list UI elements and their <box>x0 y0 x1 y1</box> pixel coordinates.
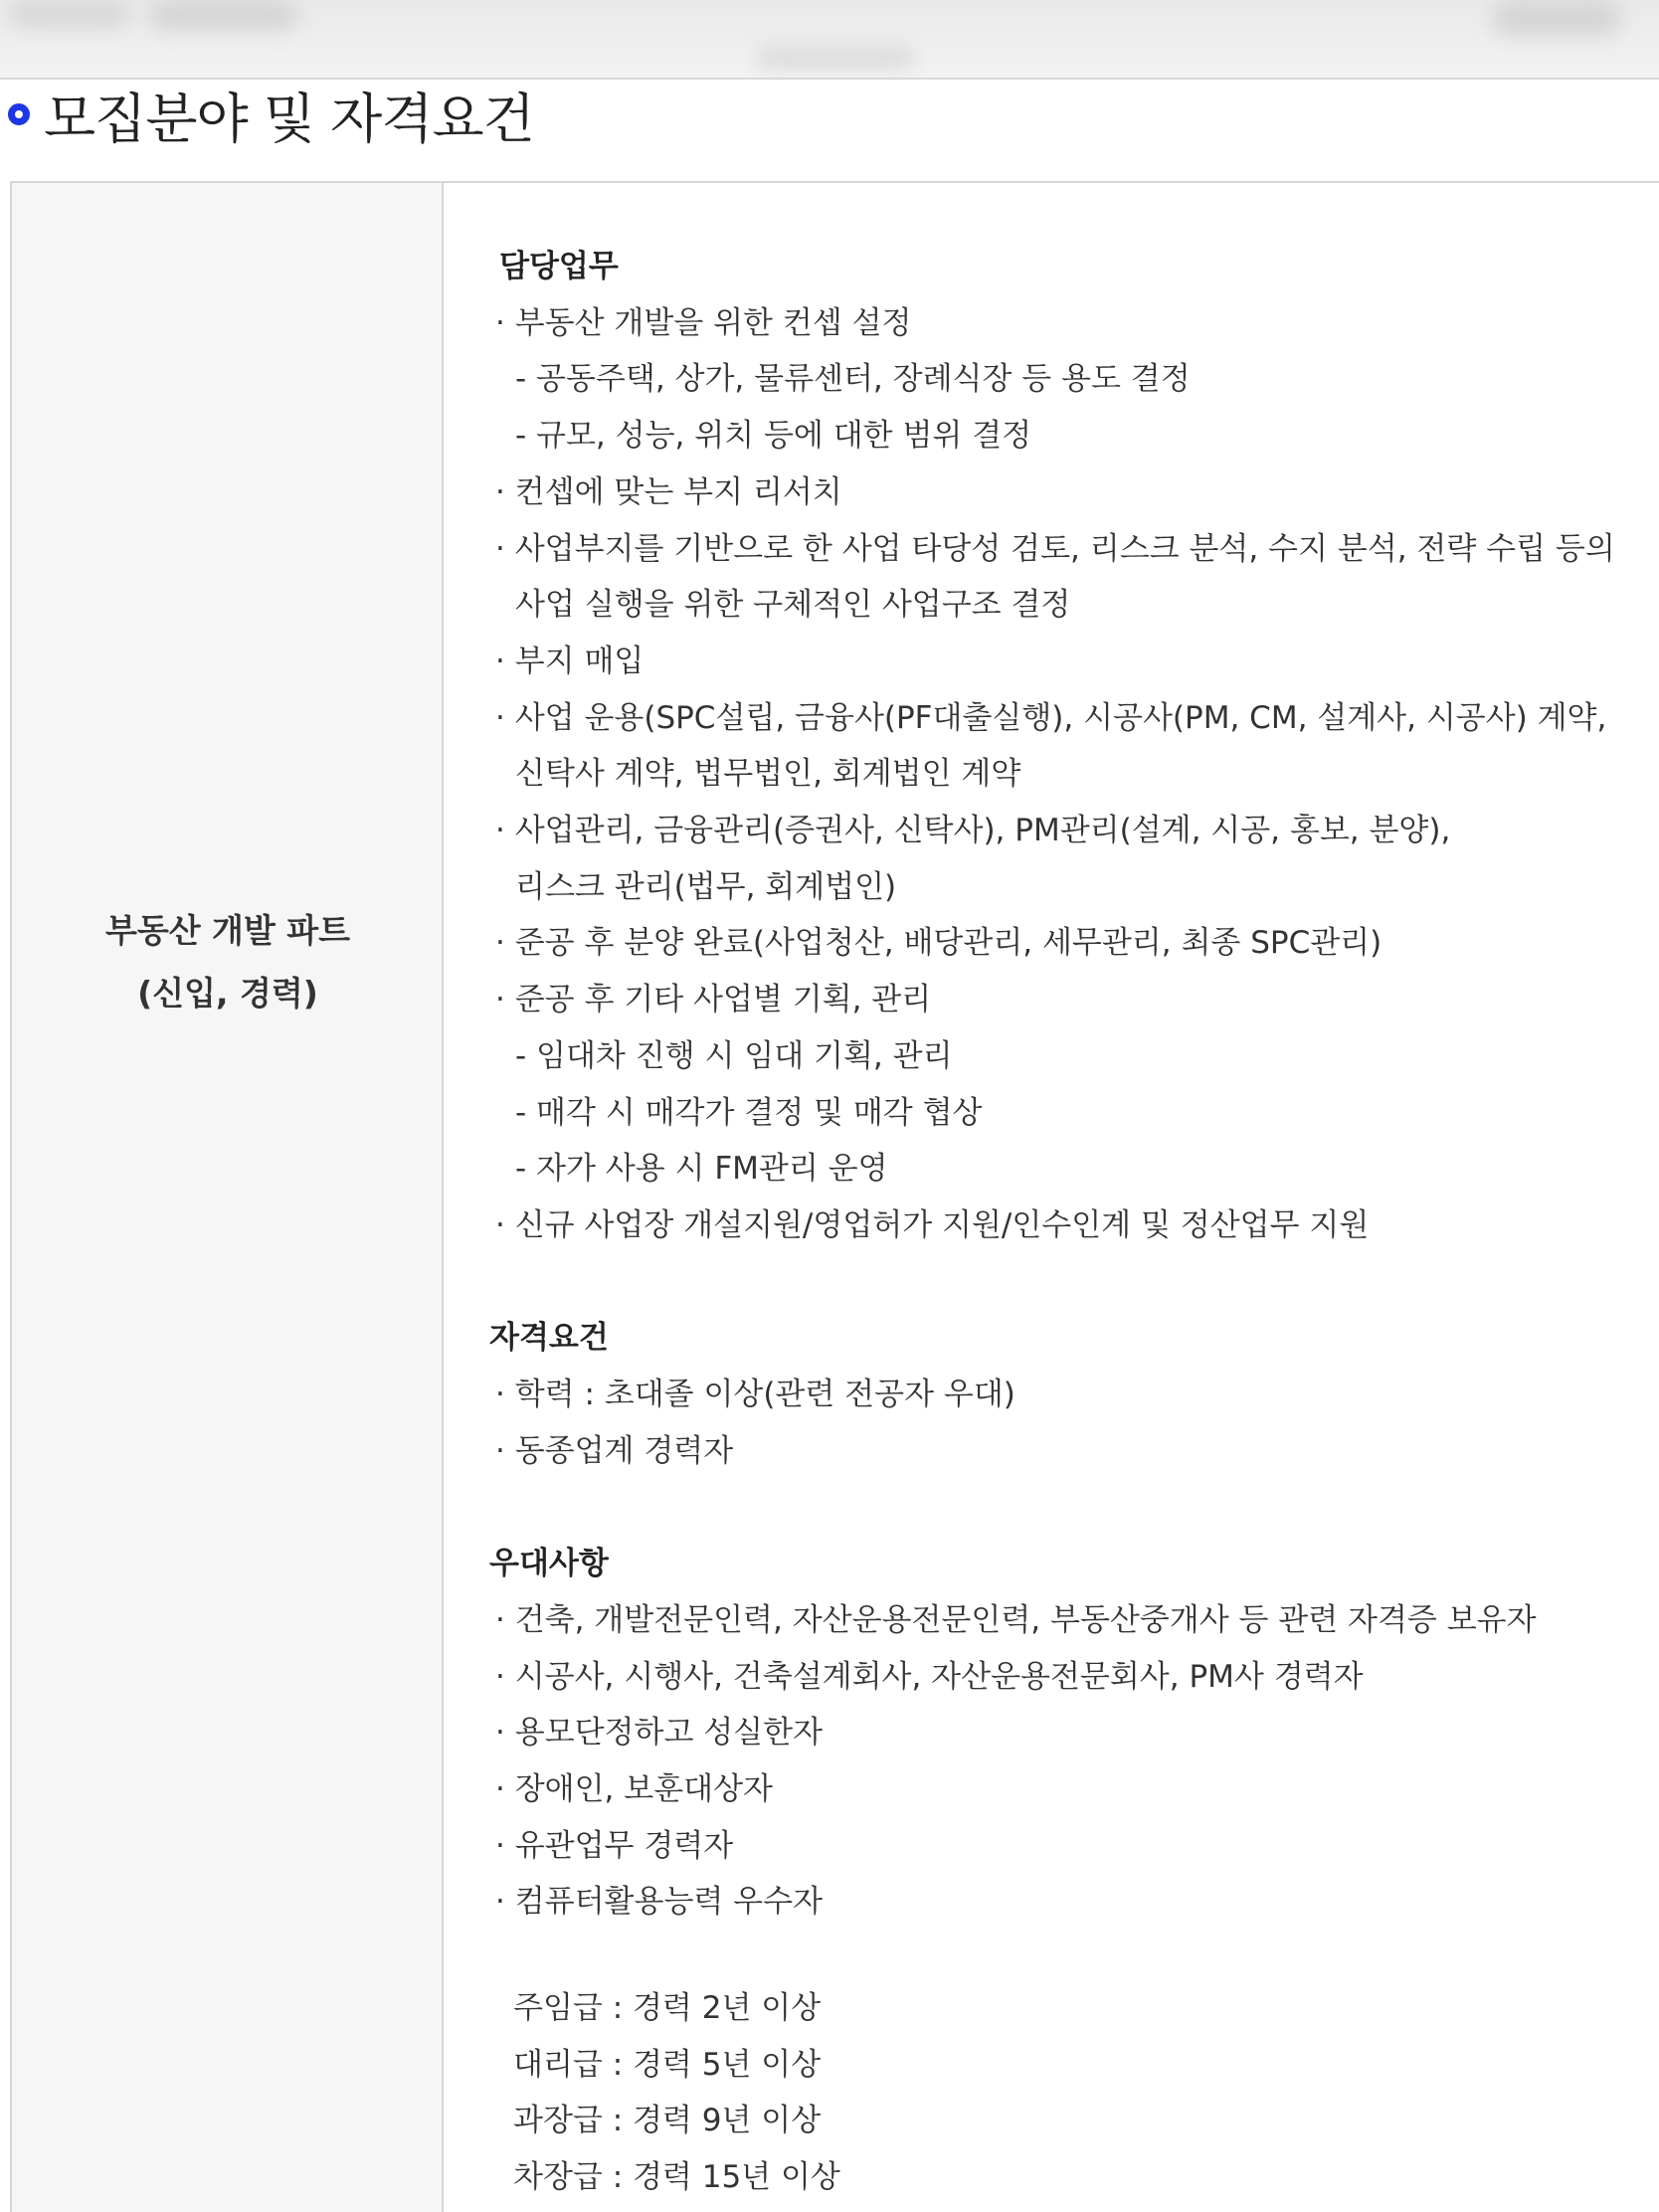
duty-line: · 부지 매입 <box>495 643 645 679</box>
part-name-type: (신입, 경력) <box>137 974 318 1013</box>
duty-line: - 자가 사용 시 FM관리 운영 <box>515 1151 888 1188</box>
duty-line: · 신규 사업장 개설지원/영업허가 지원/인수인계 및 정산업무 지원 <box>495 1206 1370 1243</box>
duty-line: · 부동산 개발을 위한 컨셉 설정 <box>495 304 912 341</box>
preference-line: · 시공사, 시행사, 건축설계회사, 자산운용전문회사, PM사 경력자 <box>495 1658 1364 1695</box>
section-title: 모집분야 및 자격요건 <box>44 87 534 150</box>
requirement-line: · 학력 : 초대졸 이상(관련 전공자 우대) <box>495 1377 1015 1413</box>
duty-line: · 컨셉에 맞는 부지 리서치 <box>495 473 842 510</box>
duty-line: 신탁사 계약, 법무법인, 회계법인 계약 <box>515 756 1021 793</box>
part-label-cell <box>12 183 444 2212</box>
blurred-header-element <box>149 0 298 30</box>
duty-line: · 사업관리, 금융관리(증권사, 신탁사), PM관리(설계, 시공, 홍보, 분양), <box>495 813 1451 849</box>
blurred-header-element <box>10 0 129 28</box>
part-name <box>12 899 444 1024</box>
blurred-header-element <box>756 48 915 68</box>
recruitment-table <box>10 181 1659 2212</box>
job-description <box>489 239 1633 2206</box>
preference-line: · 장애인, 보훈대상자 <box>495 1770 773 1807</box>
grade-line: 차장급 : 경력 15년 이상 <box>513 2159 840 2196</box>
blurred-header-element <box>1492 0 1621 36</box>
preference-line: · 유관업무 경력자 <box>495 1827 734 1864</box>
duty-line: · 준공 후 분양 완료(사업청산, 배당관리, 세무관리, 최종 SPC관리) <box>495 925 1382 962</box>
preferences-heading: 우대사항 <box>489 1546 609 1582</box>
requirements-heading: 자격요건 <box>489 1320 609 1357</box>
duty-line: - 규모, 성능, 위치 등에 대한 범위 결정 <box>515 418 1032 455</box>
duty-line: - 공동주택, 상가, 물류센터, 장례식장 등 용도 결정 <box>515 361 1191 398</box>
duty-line: - 임대차 진행 시 임대 기획, 관리 <box>515 1037 953 1074</box>
duty-line: - 매각 시 매각가 결정 및 매각 협상 <box>515 1094 983 1131</box>
circle-bullet-icon <box>8 103 30 125</box>
requirement-line: · 동종업계 경력자 <box>495 1432 734 1469</box>
duty-line: · 사업부지를 기반으로 한 사업 타당성 검토, 리스크 분석, 수지 분석, 전략 수립 등의 <box>495 530 1615 567</box>
duties-heading: 담당업무 <box>499 249 619 284</box>
grade-line: 과장급 : 경력 9년 이상 <box>513 2103 822 2139</box>
blurred-header-bar <box>0 0 1659 80</box>
part-name-title: 부동산 개발 파트 <box>104 911 351 950</box>
duty-line: 사업 실행을 위한 구체적인 사업구조 결정 <box>515 587 1071 624</box>
duty-line: 리스크 관리(법무, 회계법인) <box>515 868 897 905</box>
section-header <box>8 84 534 150</box>
grade-line: 주임급 : 경력 2년 이상 <box>513 1990 822 2027</box>
preference-line: · 용모단정하고 성실한자 <box>495 1715 824 1751</box>
grade-line: 대리급 : 경력 5년 이상 <box>513 2046 822 2083</box>
preference-line: · 건축, 개발전문인력, 자산운용전문인력, 부동산중개사 등 관련 자격증 보유자 <box>495 1601 1537 1638</box>
preference-line: · 컴퓨터활용능력 우수자 <box>495 1884 824 1921</box>
duty-line: · 준공 후 기타 사업별 기획, 관리 <box>495 982 932 1018</box>
duty-line: · 사업 운용(SPC설립, 금융사(PF대출실행), 시공사(PM, CM, 설계사, 시공사) 계약, <box>495 699 1607 736</box>
part-content-cell <box>444 183 1659 2212</box>
